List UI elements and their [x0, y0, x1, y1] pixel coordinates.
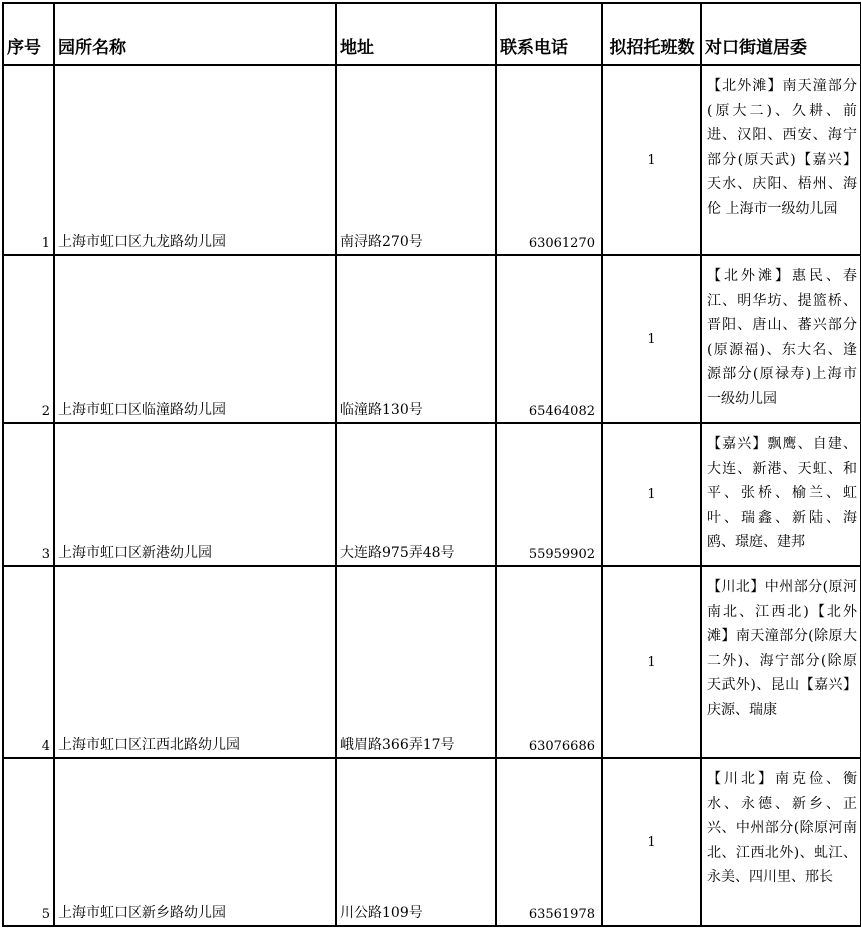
row-name: 上海市虹口区新港幼儿园	[54, 423, 336, 566]
row-seq: 4	[3, 566, 54, 758]
row-seq: 1	[3, 65, 54, 255]
row-address: 大连路975弄48号	[336, 423, 496, 566]
row-area: 【川北】南克俭、衡水、永德、新乡、正兴、中州部分(除原河南北、江西北外)、虬江、永美、四川里、邢长	[701, 758, 861, 926]
row-area: 【北外滩】惠民、春江、明华坊、提篮桥、晋阳、唐山、蕃兴部分(原源福)、东大名、逢源部分(原禄寿)上海市一级幼儿园	[701, 255, 861, 423]
row-count: 1	[602, 65, 701, 255]
row-phone: 55959902	[496, 423, 602, 566]
row-name: 上海市虹口区九龙路幼儿园	[54, 65, 336, 255]
header-phone: 联系电话	[496, 3, 602, 65]
row-address: 南浔路270号	[336, 65, 496, 255]
header-row	[3, 3, 861, 65]
table-row	[3, 758, 861, 926]
table-row	[3, 566, 861, 758]
row-phone: 63076686	[496, 566, 602, 758]
row-address: 峨眉路366弄17号	[336, 566, 496, 758]
row-name: 上海市虹口区新乡路幼儿园	[54, 758, 336, 926]
table-row	[3, 423, 861, 566]
row-count: 1	[602, 758, 701, 926]
header-name: 园所名称	[54, 3, 336, 65]
header-address: 地址	[336, 3, 496, 65]
row-address: 川公路109号	[336, 758, 496, 926]
table-row	[3, 65, 861, 255]
row-count: 1	[602, 566, 701, 758]
row-seq: 2	[3, 255, 54, 423]
row-count: 1	[602, 255, 701, 423]
header-count: 拟招托班数	[602, 3, 701, 65]
row-area: 【北外滩】南天潼部分(原大二)、久耕、前进、汉阳、西安、海宁部分(原天武)【嘉兴】天水、庆阳、梧州、海伦 上海市一级幼儿园	[701, 65, 861, 255]
row-name: 上海市虹口区临潼路幼儿园	[54, 255, 336, 423]
row-phone: 63061270	[496, 65, 602, 255]
kindergarten-table	[2, 2, 861, 927]
row-count: 1	[602, 423, 701, 566]
row-phone: 65464082	[496, 255, 602, 423]
row-seq: 5	[3, 758, 54, 926]
table-row	[3, 255, 861, 423]
row-address: 临潼路130号	[336, 255, 496, 423]
header-area: 对口街道居委	[701, 3, 861, 65]
row-area: 【川北】中州部分(原河南北、江西北)【北外滩】南天潼部分(除原大二外)、海宁部分(除原天武外)、昆山【嘉兴】庆源、瑞康	[701, 566, 861, 758]
header-seq: 序号	[3, 3, 54, 65]
row-seq: 3	[3, 423, 54, 566]
row-phone: 63561978	[496, 758, 602, 926]
row-area: 【嘉兴】飘鹰、自建、大连、新港、天虹、和平、张桥、榆兰、虹叶、瑞鑫、新陆、海鸥、璟庭、建邦	[701, 423, 861, 566]
row-name: 上海市虹口区江西北路幼儿园	[54, 566, 336, 758]
